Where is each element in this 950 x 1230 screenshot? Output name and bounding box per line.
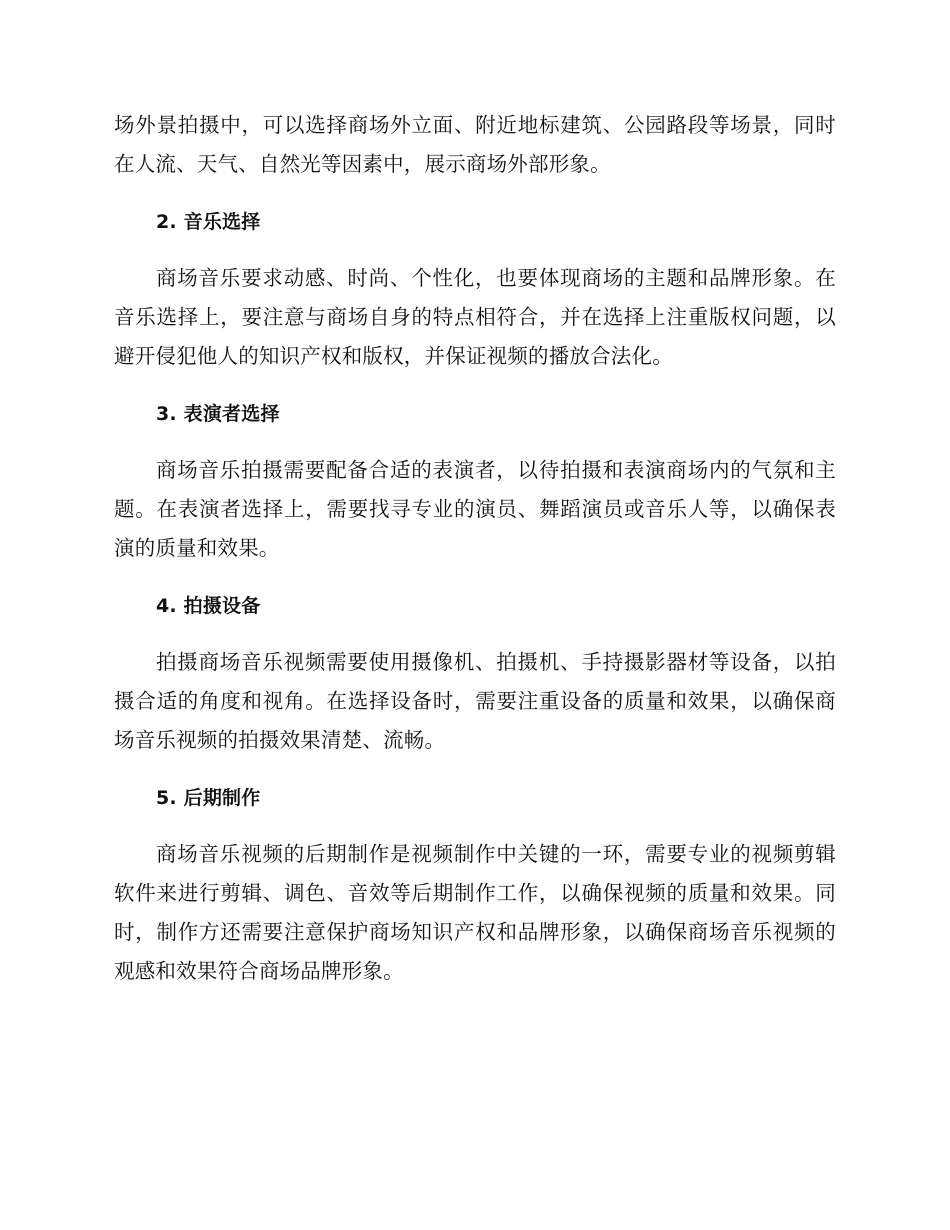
section-heading-equipment: 4. 拍摄设备	[156, 595, 261, 617]
document-page	[114, 106, 836, 991]
section-heading-music: 2. 音乐选择	[156, 211, 261, 233]
intro-paragraph: 场外景拍摄中，可以选择商场外立面、附近地标建筑、公园路段等场景，同时在人流、天气、自然光等因素中，展示商场外部形象。	[114, 113, 836, 176]
section-body-performers: 商场音乐拍摄需要配备合适的表演者，以待拍摄和表演商场内的气氛和主题。在表演者选择上，需要找寻专业的演员、舞蹈演员或音乐人等，以确保表演的质量和效果。	[114, 458, 836, 560]
section-body-music: 商场音乐要求动感、时尚、个性化，也要体现商场的主题和品牌形象。在音乐选择上，要注意与商场自身的特点相符合，并在选择上注重版权问题，以避开侵犯他人的知识产权和版权，并保证视频的播放合法化。	[114, 266, 836, 368]
section-heading-post-production: 5. 后期制作	[156, 787, 261, 809]
section-heading-performers: 3. 表演者选择	[156, 403, 280, 425]
section-body-equipment: 拍摄商场音乐视频需要使用摄像机、拍摄机、手持摄影器材等设备，以拍摄合适的角度和视角。在选择设备时，需要注重设备的质量和效果，以确保商场音乐视频的拍摄效果清楚、流畅。	[114, 650, 836, 752]
section-body-post-production: 商场音乐视频的后期制作是视频制作中关键的一环，需要专业的视频剪辑软件来进行剪辑、调色、音效等后期制作工作，以确保视频的质量和效果。同时，制作方还需要注意保护商场知识产权和品牌形象，以确保商场音乐视频的观感和效果符合商场品牌形象。	[114, 842, 836, 983]
